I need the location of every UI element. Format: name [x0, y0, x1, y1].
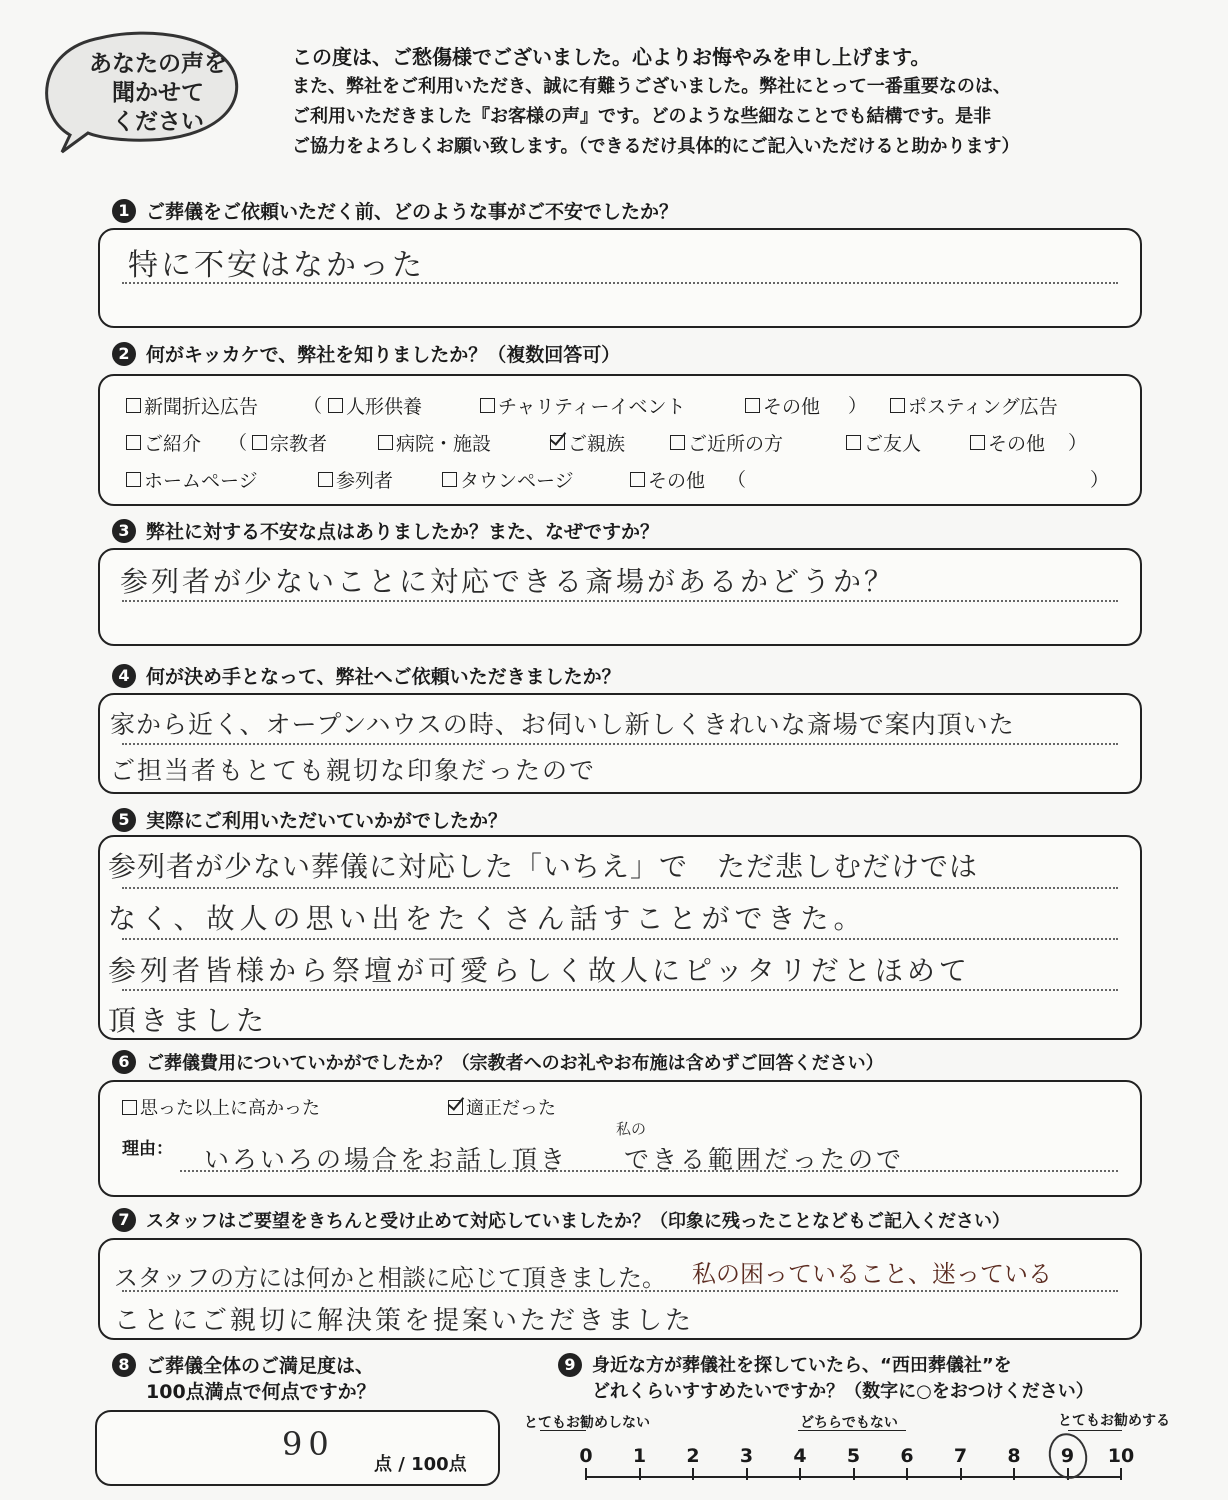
q1-answer: 特に不安はなかった	[128, 248, 425, 283]
q4-answer-box[interactable]	[98, 693, 1142, 794]
scale-tick	[799, 1468, 801, 1480]
voice-bubble	[40, 30, 245, 155]
checkbox-checked[interactable]	[550, 435, 565, 450]
q7-answer-line-1b: 私の困っていること、迷っている	[692, 1260, 1052, 1288]
checkbox[interactable]	[126, 472, 141, 487]
intro-line: ご協力をよろしくお願い致します。（できるだけ具体的にご記入いただけると助かります）	[292, 136, 1020, 157]
q5-answer-line-3: 参列者皆様から祭壇が可愛らしく故人にピッタリだとほめて	[108, 954, 971, 987]
option-newspaper[interactable]: 新聞折込広告	[126, 392, 258, 419]
q6-reason: いろいろの場合をお話し頂き	[204, 1145, 569, 1174]
checkbox[interactable]	[442, 472, 457, 487]
question-number: 4	[112, 664, 136, 688]
q7-answer-line-2: ことにご親切に解決策を提案いただきました	[114, 1306, 695, 1336]
scale-option-4[interactable]: 4	[793, 1445, 807, 1467]
option-homepage[interactable]: ホームページ	[126, 466, 258, 493]
question-title: 弊社に対する不安な点はありましたか？また、なぜですか？	[146, 521, 660, 543]
checkbox[interactable]	[970, 435, 985, 450]
reason-label: 理由：	[122, 1139, 173, 1159]
q7-answer-line-1a: スタッフの方には何かと相談に応じて頂きました。	[114, 1264, 666, 1292]
question-number: 1	[112, 199, 136, 223]
question-4-heading	[112, 662, 621, 689]
scale-tick	[639, 1468, 641, 1480]
scale-option-9[interactable]: 9	[1060, 1445, 1075, 1467]
question-7-heading	[112, 1207, 1010, 1233]
question-1-heading	[112, 197, 678, 224]
q6-reason-insert: 私の	[616, 1120, 647, 1138]
intro-line: この度は、ご愁傷様でございました。心よりお悔やみを申し上げます。	[292, 45, 931, 69]
q3-answer: 参列者が少ないことに対応できる斎場があるかどうか？	[120, 565, 896, 598]
question-number: 5	[112, 808, 136, 832]
option-too-expensive[interactable]: 思った以上に高かった	[122, 1094, 320, 1120]
checkbox[interactable]	[745, 398, 760, 413]
question-title: ご葬儀費用についていかがでしたか？（宗教者へのお礼やお布施は含めずご回答ください）	[146, 1053, 884, 1074]
scale-option-7[interactable]: 7	[953, 1445, 968, 1467]
option-clergy[interactable]: 宗教者	[252, 429, 327, 456]
scale-option-1[interactable]: 1	[632, 1445, 647, 1467]
scale-option-5[interactable]: 5	[846, 1445, 861, 1467]
option-attendee[interactable]: 参列者	[318, 466, 393, 493]
question-2-heading	[112, 340, 620, 367]
option-charity-event[interactable]: チャリティーイベント	[480, 392, 686, 419]
question-5-heading	[112, 806, 507, 833]
q6-reason-continued: できる範囲だったので	[624, 1145, 905, 1174]
scale-option-8[interactable]: 8	[1007, 1445, 1021, 1467]
checkbox[interactable]	[630, 472, 645, 487]
question-number: 9	[558, 1353, 582, 1377]
scale-tick	[853, 1468, 855, 1480]
checkbox[interactable]	[122, 1100, 137, 1115]
q4-answer-line-2: ご担当者もとても親切な印象だったので	[110, 756, 597, 785]
option-friends[interactable]: ご友人	[846, 429, 921, 456]
q5-answer-line-2: なく、故人の思い出をたくさん話すことができた。	[108, 902, 867, 935]
scale-tick	[906, 1468, 908, 1480]
q1-answer-box[interactable]	[98, 228, 1142, 328]
question-number: 6	[112, 1050, 136, 1074]
scale-tick	[585, 1468, 587, 1480]
question-9-heading	[558, 1353, 1094, 1405]
label-neutral: どちらでもない	[800, 1415, 898, 1431]
q5-answer-box[interactable]	[98, 835, 1142, 1040]
score-unit: 点 / 100点	[374, 1454, 467, 1475]
checkbox[interactable]	[328, 398, 343, 413]
q5-answer-line-4: 頂きました	[108, 1004, 269, 1037]
option-doll-memorial[interactable]: 人形供養	[328, 392, 422, 419]
scale-option-3[interactable]: 3	[739, 1445, 754, 1467]
option-appropriate[interactable]: 適正だった	[448, 1094, 556, 1120]
checkbox[interactable]	[252, 435, 267, 450]
question-number: 3	[112, 519, 136, 543]
question-title: 実際にご利用いただいていかがでしたか？	[146, 810, 508, 832]
satisfaction-score: 90	[282, 1425, 335, 1463]
question-number: 7	[112, 1208, 136, 1232]
scale-option-0[interactable]: 0	[579, 1445, 593, 1467]
scale-tick	[1120, 1468, 1122, 1480]
label-not-recommend: とてもお勧めしない	[524, 1415, 650, 1431]
scale-bracket	[540, 1430, 586, 1438]
checkbox-checked[interactable]	[448, 1100, 463, 1115]
question-6-heading	[112, 1049, 884, 1075]
option-other-2[interactable]: その他	[970, 429, 1045, 456]
question-title: 何がキッカケで、弊社を知りましたか？（複数回答可）	[146, 344, 621, 366]
option-hospital[interactable]: 病院・施設	[378, 429, 491, 456]
option-relatives[interactable]: ご親族	[550, 429, 625, 456]
bubble-text: あなたの声を 聞かせて ください	[89, 51, 227, 135]
question-number: 8	[112, 1353, 136, 1377]
question-3-heading	[112, 517, 659, 544]
intro-line: また、弊社をご利用いただき、誠に有難うございました。弊社にとって一番重要なのは、	[292, 76, 1011, 97]
question-number: 2	[112, 342, 136, 366]
intro-line: ご利用いただきました『お客様の声』です。どのような些細なことでも結構です。是非	[292, 106, 992, 127]
checkbox[interactable]	[480, 398, 495, 413]
scale-bracket	[798, 1430, 906, 1438]
intro-text	[292, 42, 1192, 162]
question-8-heading	[112, 1353, 376, 1405]
question-title: ご葬儀をご依頼いただく前、どのような事がご不安でしたか？	[146, 201, 679, 223]
scale-option-6[interactable]: 6	[900, 1445, 914, 1467]
checkbox[interactable]	[126, 398, 141, 413]
q4-answer-line-1: 家から近く、オープンハウスの時、お伺いし新しくきれいな斎場で案内頂いた	[110, 710, 1015, 739]
checkbox[interactable]	[126, 435, 141, 450]
q7-answer-box[interactable]	[98, 1238, 1142, 1340]
label-recommend: とてもお勧めする	[1058, 1413, 1170, 1429]
question-title: ご葬儀全体のご満足度は、 100点満点で何点ですか？	[146, 1355, 376, 1403]
checkbox[interactable]	[378, 435, 393, 450]
question-title: 何が決め手となって、弊社へご依頼いただきましたか？	[146, 666, 621, 688]
option-neighbors[interactable]: ご近所の方	[670, 429, 783, 456]
scale-option-10[interactable]: 10	[1107, 1445, 1135, 1467]
option-other-3[interactable]: その他	[630, 466, 705, 493]
question-title: スタッフはご要望をきちんと受け止めて対応していましたか？（印象に残ったことなどもご記入ください）	[146, 1211, 1010, 1232]
option-posting[interactable]: ポスティング広告	[890, 392, 1058, 419]
scale-tick	[692, 1468, 694, 1480]
option-townpage[interactable]: タウンページ	[442, 466, 574, 493]
scale-tick	[746, 1468, 748, 1480]
scale-tick	[960, 1468, 962, 1480]
checkbox[interactable]	[846, 435, 861, 450]
option-other-1[interactable]: その他	[745, 392, 820, 419]
q3-answer-box[interactable]	[98, 548, 1142, 646]
question-title: 身近な方が葬儀社を探していたら、“西田葬儀社”を どれくらいすすめたいですか？（数字に○をおつけください）	[592, 1355, 1094, 1402]
checkbox[interactable]	[890, 398, 905, 413]
checkbox[interactable]	[670, 435, 685, 450]
option-referral[interactable]: ご紹介	[126, 429, 201, 456]
q5-answer-line-1: 参列者が少ない葬儀に対応した「いちえ」で ただ悲しむだけでは	[108, 850, 979, 883]
scale-option-2[interactable]: 2	[686, 1445, 700, 1467]
scale-tick	[1013, 1468, 1015, 1480]
checkbox[interactable]	[318, 472, 333, 487]
